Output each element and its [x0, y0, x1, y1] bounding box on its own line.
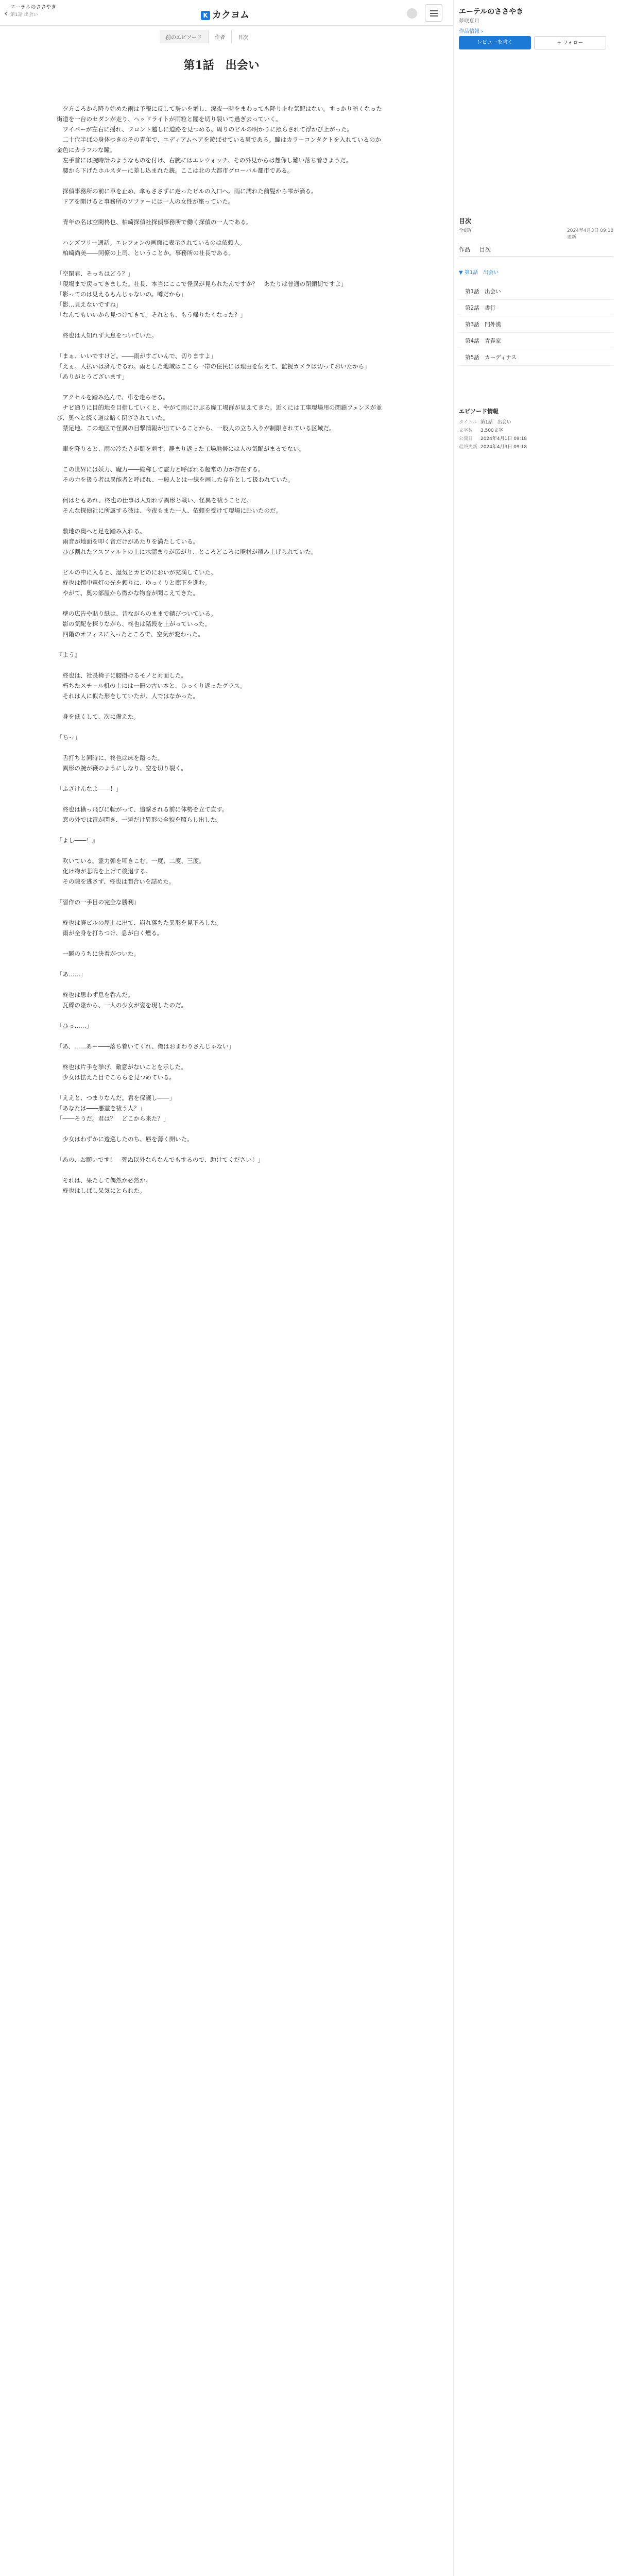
paragraph: 柊也は横っ飛びに転がって、追撃される前に体勢を立て直す。 窓の外では雷が閃き、一瞬だけ異形の全貌を照らし出した。	[62, 806, 228, 823]
current-episode-link[interactable]: ▼ 第1話 出会い	[459, 270, 499, 276]
episode-info-value: 第1話 出会い	[480, 420, 511, 425]
paragraph: 柊也は人知れず大息をついていた。	[57, 332, 158, 339]
paragraph: 「ええと、つまりなんだ。君を保護し――」 「あなたは――悪霊を祓う人？」 「――そうだ。君は？ どこから来た？」	[57, 1094, 175, 1122]
user-avatar-icon[interactable]	[407, 8, 417, 19]
follow-button[interactable]: + フォロー	[534, 36, 606, 49]
episode-info-row	[459, 435, 527, 443]
paragraph: 一瞬のうちに決着がついた。	[57, 950, 140, 957]
paragraph: 車を降りると、雨の冷たさが肌を刺す。静まり返った工場地帯には人の気配がまるでない。	[57, 445, 305, 452]
paragraph: 「ちっ」	[57, 734, 80, 741]
toc-item[interactable]: 第4話 青春家	[459, 333, 613, 349]
paragraph: 「あ……」	[57, 971, 87, 978]
updated-date: 2024年4月3日 09:18 更新	[567, 228, 614, 240]
episode-info-key: タイトル	[459, 420, 477, 425]
author-link[interactable]: 作者	[209, 30, 232, 43]
paragraph: この世界には妖力、魔力――総称して霊力と呼ばれる超常の力が存在する。 その力を扱う者は異能者と呼ばれ、一般人とは一線を画した存在として扱われていた。	[62, 466, 294, 483]
side-panel	[453, 0, 618, 2576]
episode-info-row	[459, 427, 527, 435]
paragraph: 吹いている。霊力弾を叩きこむ。一度、二度、三度。 化け物が悲鳴を上げて後退する。 その隙を逃さず、柊也は間合いを詰めた。	[62, 857, 205, 885]
paragraph: 『よし――！』	[57, 837, 98, 844]
paragraph: 『習作の一手目の完全な勝利』	[57, 899, 140, 906]
episode-info-heading: エピソード情報	[459, 408, 499, 415]
paragraph: 「あの、お願いです！ 死ぬ以外ならなんでもするので、助けてください！」	[57, 1156, 264, 1163]
paragraph: 柊也は、社長椅子に腰掛けるモノと対面した。 朽ちたスチール机の上には一冊の古い本と、ひっくり返ったグラス。 それは人に似た形をしていたが、人ではなかった。	[62, 672, 246, 700]
episode-body	[57, 57, 386, 1206]
site-logo[interactable]	[201, 8, 249, 21]
episode-info-key: 公開日	[459, 436, 473, 442]
episode-info-row	[459, 418, 527, 427]
toc-item[interactable]: 第3話 門外漢	[459, 316, 613, 333]
paragraph: 柊也は思わず息を呑んだ。 瓦礫の陰から、一人の少女が姿を現したのだ。	[62, 991, 187, 1009]
paragraph: 「ひっ……」	[57, 1022, 92, 1029]
episode-info-row	[459, 443, 527, 451]
toc-item[interactable]: 第5話 カーディナス	[459, 349, 613, 366]
header-titles[interactable]	[10, 4, 57, 19]
toc-list	[459, 283, 613, 366]
work-info-link[interactable]: 作品情報 ›	[459, 29, 484, 35]
tab-work[interactable]: 作品	[459, 246, 470, 253]
paragraph: 身を低くして、次に備えた。	[57, 713, 140, 720]
paragraph: アクセルを踏み込んで、車を走らせる。 ナビ通りに目的地を目指していくと、やがて雨にけぶる廃工場群が見えてきた。近くには工事現場用の閉鎖フェンスが並び、奥へと続く道は暗く閉ざされていた。 禁足地。この地区で怪異の目撃情報が出ていることから、一般人の立ち入りが制限されている区域だ。	[57, 394, 382, 432]
back-icon[interactable]: ‹	[4, 8, 8, 18]
toc-link[interactable]: 目次	[238, 35, 248, 41]
paragraph: 探偵事務所の前に車を止め、傘もささずに走ったビルの入口へ。雨に濡れた前髪から雫が滴る。 ドアを開けると事務所のソファーには一人の女性が座っていた。	[62, 188, 317, 205]
paragraph: 舌打ちと同時に、柊也は床を蹴った。 異形の腕が鞭のようにしなり、空を切り裂く。	[62, 754, 187, 772]
toc-item[interactable]: 第1話 出会い	[459, 283, 613, 300]
prev-episode-link[interactable]: 前のエピソード	[160, 30, 209, 43]
paragraph: 「空閑君、そっちはどう？」 「現場まで戻ってきました。社長、本当にここで怪異が見られたんですか？ あたりは普通の閉鎖街ですよ」 「影ってのは見えるもんじゃないの。噂だから」 「影…見えないですね」 「なんでもいいから見つけてきて。それとも、もう帰りたくなった？」	[57, 270, 347, 318]
toc-item[interactable]: 第2話 書行	[459, 300, 613, 316]
paragraph: 「まぁ、いいですけど。――雨がすごいんで、切りますよ」 「えぇ。人払いは済んでるわ。雨とした地域はここら一帯の住民には理由を伝えて、監視カメラは切っておいたから」 「ありがとうございます」	[57, 352, 370, 380]
paragraph: 「ふざけんなよ――！」	[57, 785, 122, 792]
episode-info-value: 2024年4月3日 09:18	[480, 445, 527, 450]
paragraph: 柊也は片手を挙げ、敵意がないことを示した。 少女は怯えた目でこちらを見つめている。	[62, 1063, 187, 1081]
toc-tabs	[459, 242, 613, 257]
paragraph: ビルの中に入ると、湿気とカビのにおいが充満していた。 柊也は懐中電灯の光を頼りに、ゆっくりと廊下を進む。 やがて、奥の部屋から微かな物音が聞こえてきた。	[62, 569, 217, 597]
toc-heading: 目次	[459, 217, 472, 225]
episode-subnav	[160, 30, 254, 43]
paragraph: ハンズフリー通話。エレフォンの画面に表示されているのは依頼人。 柏崎尚美――同僚の上司、ということか。事務所の社長である。	[62, 239, 246, 257]
toc-meta	[459, 227, 614, 240]
logo-text: カクヨム	[212, 10, 249, 21]
tab-toc[interactable]: 目次	[479, 246, 491, 253]
episode-count: 全6話	[459, 228, 471, 233]
paragraph: それは、果たして偶然か必然か。 柊也はしばし呆気にとられた。	[62, 1177, 151, 1194]
episode-info-key: 最終更新	[459, 445, 478, 450]
paragraph: 敷地の奥へと足を踏み入れる。 雨音が地面を叩く音だけがあたりを満たしている。 ひび割れたアスファルトの上に水溜まりが広がり、ところどころに廃材が積み上げられていた。	[62, 528, 317, 555]
paragraph: 壁の広告や貼り紙は、昔ながらのままで錆びついている。 影の気配を探りながら、柊也は階段を上がっていった。 四階のオフィスに入ったところで、空気が変わった。	[62, 610, 217, 638]
episode-title: 第1話 出会い	[183, 59, 260, 72]
paragraph: 『よう』	[57, 651, 80, 658]
side-author[interactable]: 夢咲夏月	[459, 19, 479, 24]
paragraph: 「あ、……あー――落ち着いてくれ、俺はおまわりさんじゃない」	[57, 1043, 235, 1050]
write-review-button[interactable]: レビューを書く	[459, 36, 531, 49]
episode-info-value: 3,500文字	[480, 428, 503, 433]
episode-info-key: 文字数	[459, 428, 473, 433]
work-title[interactable]: エーテルのささやき	[10, 5, 57, 10]
paragraph: 夕方ころから降り始めた雨は予報に反して勢いを増し、深夜一時をまわっても降り止む気配はない。すっかり暗くなった街道を一台のセダンが走り、ヘッドライトが雨粒と闇を切り裂いて過ぎ去っていく。 ワイパーが左右に揺れ、フロント越しに道路を見つめる。周りのビルの明かりに照らされて浮かび上がった。 二十代半ばの身体つきのその青年で、エディアムヘアを遊ばせている男である。瞳はカラーコンタクトを入れているのか金色にカラフルな瞳。 左手首には腕時計のようなものを付け、右腕にはエレウォッチ。その外見からは想像し難い落ち着きようだ。 腰から下げたホルスターに差し込まれた銃。ここは北の大都市グローバル都市である。	[57, 105, 382, 174]
side-work-title[interactable]: エーテルのささやき	[459, 8, 524, 16]
paragraph: 何はともあれ、柊也の仕事は人知れず異形と戦い、怪異を祓うことだ。 そんな探偵社に所属する彼は、今夜もまた一人、依頼を受けて現場に赴いたのだ。	[62, 497, 282, 514]
paragraph: 青年の名は空閑柊也、柏崎探偵社探偵事務所で働く探偵の一人である。	[57, 218, 252, 226]
paragraph-list	[57, 104, 386, 1196]
episode-info-value: 2024年4月1日 09:18	[480, 436, 527, 442]
logo-mark-icon: K	[201, 11, 210, 20]
paragraph: 柊也は廃ビルの屋上に出て、崩れ落ちた異形を見下ろした。 雨が全身を打ちつけ、息が白く煙る。	[62, 919, 222, 937]
paragraph: 少女はわずかに逡巡したのち、唇を薄く開いた。	[57, 1136, 193, 1143]
menu-icon[interactable]	[425, 4, 442, 22]
episode-subtitle: 第1話 出会い	[10, 12, 38, 18]
episode-info	[459, 418, 527, 451]
